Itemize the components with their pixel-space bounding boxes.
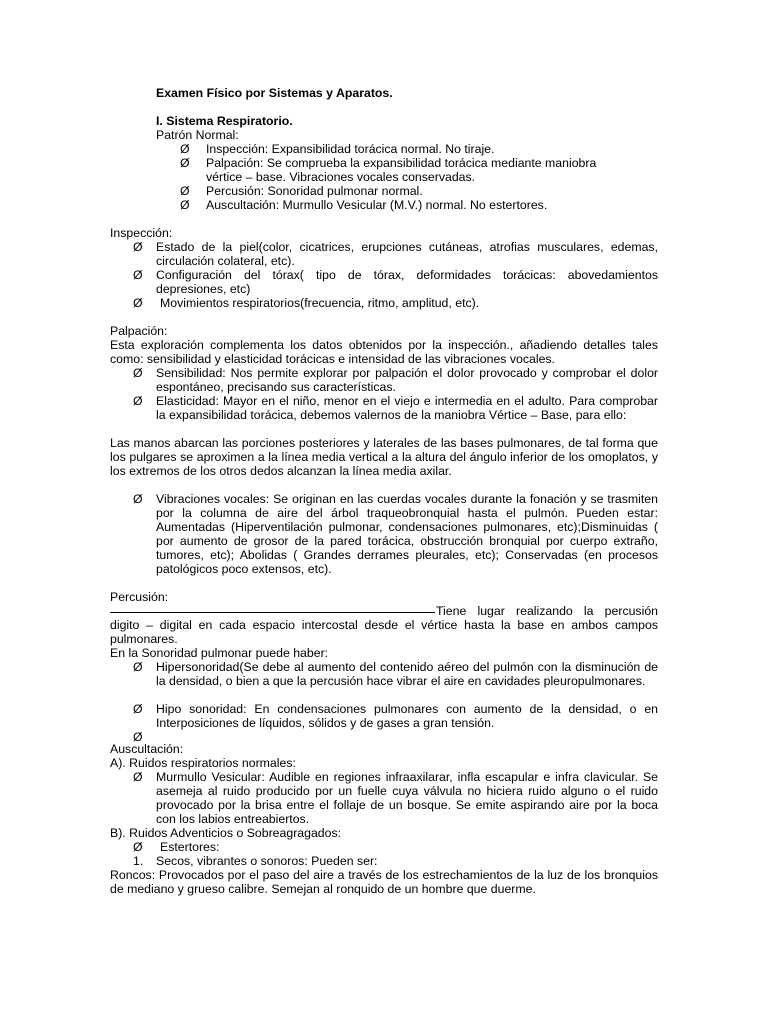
list-item [180, 156, 620, 184]
list-item [133, 394, 658, 422]
bullet-icon: Ø [133, 770, 143, 784]
list-item-text: Palpación: Se comprueba la expansibilidad torácica mediante maniobra vértice – base. Vibraciones vocales conservadas. [206, 156, 597, 184]
bullet-icon: Ø [133, 296, 143, 310]
section-heading: Percusión: [110, 590, 169, 604]
list-item [133, 660, 658, 688]
list-item [133, 702, 658, 730]
list-item [133, 840, 658, 854]
bullet-icon: Ø [133, 702, 143, 716]
paragraph: En la Sonoridad pulmonar puede haber: [110, 646, 329, 660]
section-heading: Palpación: [110, 324, 168, 338]
paragraph: Las manos abarcan las porciones posteriores y laterales de las bases pulmonares, de tal forma que los pulgares se aproximen a la línea media vertical a la altura del ángulo inferior de los omoplatos, y los extremos de los otros dedos alcanzan la línea media axilar. [110, 436, 658, 478]
list-item-text: Estertores: [160, 840, 220, 854]
bullet-icon: Ø [133, 660, 143, 674]
section-heading: Inspección: [110, 226, 173, 240]
list-item-text: Configuración del tórax( tipo de tórax, deformidades torácicas: abovedamientos depresiones, etc) [156, 268, 658, 296]
paragraph: digito – digital en cada espacio intercostal desde el vértice hasta la base en ambos campos pulmonares. [110, 618, 658, 646]
list-item-text: Hipo sonoridad: En condensaciones pulmonares con aumento de la densidad, o en Interposiciones de líquidos, sólidos y de gases a gran tensión. [156, 702, 658, 730]
paragraph-line: Tiene lugar realizando la percusión [436, 604, 658, 618]
paragraph: Esta exploración complementa los datos obtenidos por la inspección., añadiendo detalles tales como: sensibilidad y elasticidad torácicas e intensidad de las vibraciones vocales. [110, 338, 658, 366]
blank-underline [110, 612, 435, 613]
list-number: 1. [133, 854, 144, 868]
list-item [133, 240, 658, 268]
list-item [180, 184, 640, 198]
list-item-text: Murmullo Vesicular: Audible en regiones infraaxilarar, infla escapular e infra clavicular. Se asemeja al ruido producido por un fuelle cuya válvula no hiciera ruido alguno o el ruido provocado por la brisa entre el follaje de un bosque. Se emite aspirando aire por la boca con los labios entreabiertos. [156, 770, 658, 826]
bullet-icon: Ø [133, 366, 143, 380]
paragraph: Roncos: Provocados por el paso del aire a través de los estrechamientos de la luz de los bronquios de mediano y grueso calibre. Semejan al ronquido de un hombre que duerme. [110, 868, 658, 896]
bullet-icon: Ø [180, 142, 190, 156]
list-item [133, 268, 658, 296]
subsection-heading: A). Ruidos respiratorios normales: [110, 756, 296, 770]
section-heading: Auscultación: [110, 742, 184, 756]
list-item-text: Movimientos respiratorios(frecuencia, ritmo, amplitud, etc). [160, 296, 480, 310]
list-item [133, 296, 658, 310]
numbered-item-text: Secos, vibrantes o sonoros: Pueden ser: [156, 854, 378, 868]
list-item-text: Elasticidad: Mayor en el niño, menor en el viejo e intermedia en el adulto. Para comprobar la expansibilidad torácica, debemos valernos de la maniobra Vértice – Base, para ello: [156, 394, 658, 422]
list-item [133, 770, 658, 826]
section-subtitle: Patrón Normal: [156, 128, 239, 142]
subsection-heading: B). Ruidos Adventicios o Sobreagragados: [110, 826, 342, 840]
list-item-text: Inspección: Expansibilidad torácica normal. No tiraje. [206, 142, 495, 156]
list-item [180, 142, 640, 156]
list-item [180, 198, 640, 212]
list-item-text: Percusión: Sonoridad pulmonar normal. [206, 184, 423, 198]
bullet-icon: Ø [133, 394, 143, 408]
list-item-text: Estado de la piel(color, cicatrices, erupciones cutáneas, atrofias musculares, edemas, circulación colateral, etc). [156, 240, 658, 268]
page-title: Examen Físico por Sistemas y Aparatos. [156, 86, 393, 100]
list-item [133, 492, 658, 576]
bullet-icon: Ø [180, 184, 190, 198]
bullet-icon: Ø [133, 240, 143, 254]
list-item-text: Auscultación: Murmullo Vesicular (M.V.) normal. No estertores. [206, 198, 548, 212]
list-item [133, 366, 658, 394]
bullet-icon: Ø [180, 198, 190, 212]
numbered-item [133, 854, 658, 868]
bullet-icon: Ø [133, 730, 143, 744]
section-title: I. Sistema Respiratorio. [156, 114, 293, 128]
list-item-text: Hipersonoridad(Se debe al aumento del contenido aéreo del pulmón con la disminución de la densidad, o bien a que la percusión hace vibrar el aire en cavidades pleuropulmonares. [156, 660, 658, 688]
list-item-text: Sensibilidad: Nos permite explorar por palpación el dolor provocado y comprobar el dolor espontáneo, precisando sus características. [156, 366, 658, 394]
bullet-icon: Ø [133, 492, 143, 506]
bullet-icon: Ø [180, 156, 190, 170]
bullet-icon: Ø [133, 268, 143, 282]
bullet-icon: Ø [133, 840, 143, 854]
list-item-text: Vibraciones vocales: Se originan en las cuerdas vocales durante la fonación y se trasmiten por la columna de aire del árbol traqueobronquial hasta el pulmón. Pueden estar: Aumentadas (Hiperventilación pulmonar, condensaciones pulmonares, etc);Disminuidas ( por aumento de grosor de la pared torácica, obstrucción bronquial por cuerpo extraño, tumores, etc); Abolidas ( Grandes derrames pleurales, etc); Conservadas (en procesos patológicos poco extensos, etc). [156, 492, 658, 576]
